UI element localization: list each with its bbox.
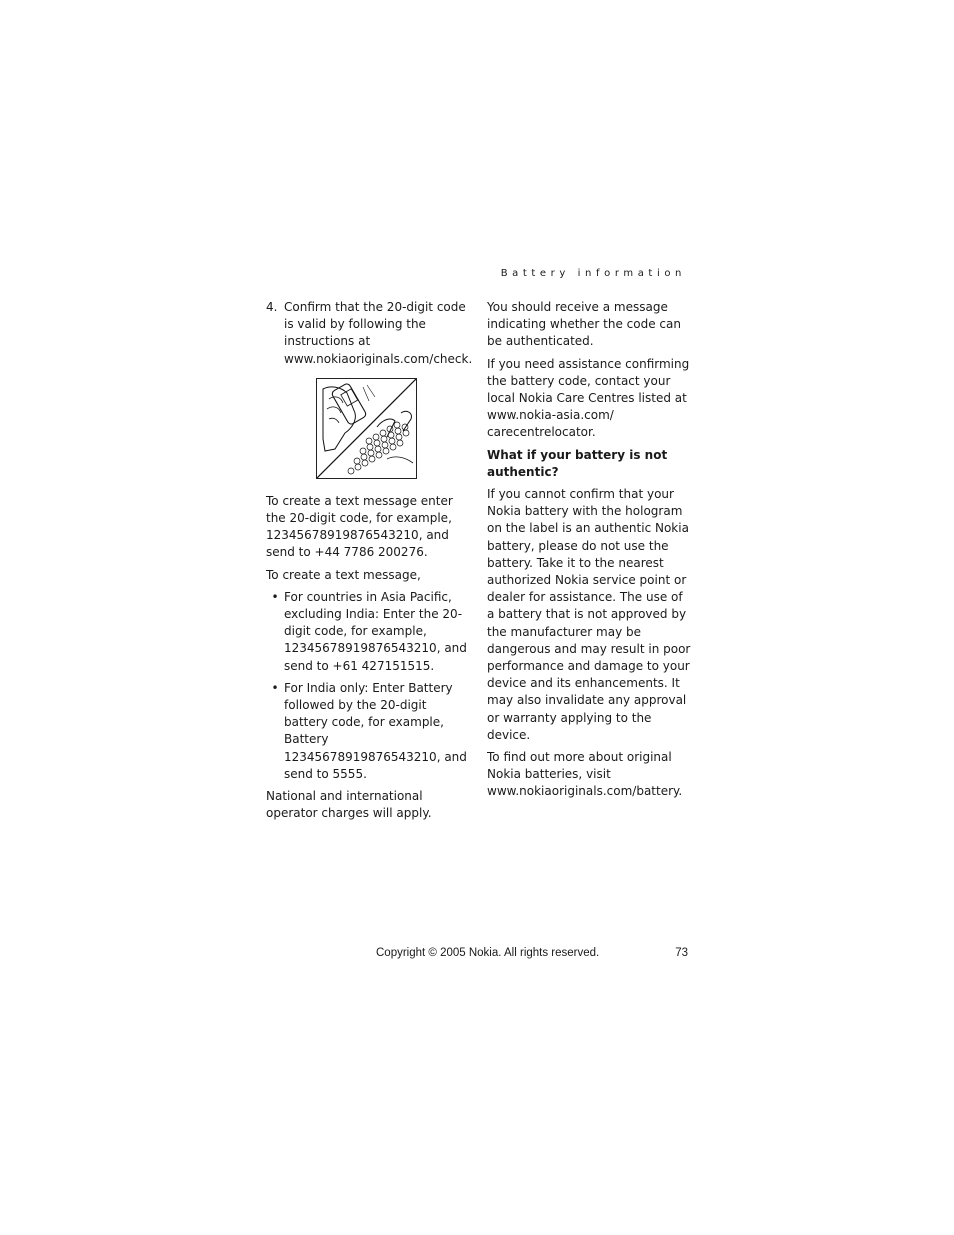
page-number: 73 [675, 947, 688, 959]
bullet-dot-icon: • [271, 680, 279, 695]
paragraph-find-out-more: To find out more about original Nokia batteries, visit www.nokiaoriginals.com/battery. [487, 750, 683, 799]
bullet-dot-icon: • [271, 589, 279, 604]
right-column [487, 299, 692, 806]
bullet-text: For India only: Enter Battery followed by the 20-digit battery code, for example, Battery 12345678919876543210, and send to 5555. [284, 680, 467, 781]
paragraph-operator-charges: National and international operator charges will apply. [266, 789, 432, 821]
paragraph-receive-message: You should receive a message indicating whether the code can be authenticated. [487, 300, 681, 349]
running-head: Battery information [500, 268, 686, 279]
left-column [266, 299, 471, 827]
paragraph-create-text-message-intro: To create a text message, [266, 567, 421, 582]
step-text: Confirm that the 20-digit code is valid by following the instructions at www.nokiaoriginals.com/check. [284, 300, 473, 366]
step-number: 4. [266, 300, 278, 314]
paragraph-create-text-message: To create a text message enter the 20-digit code, for example, 12345678919876543210, and send to +44 7786 200276. [266, 493, 453, 560]
paragraph-not-authentic: If you cannot confirm that your Nokia battery with the hologram on the label is an authentic Nokia battery, please do not use the battery. Take it to the nearest authorized Nokia service point or dealer for assistance. The use of a battery that is not approved by the manufacturer may be dangerous and may result in poor performance and damage to your device and its enhancements. It may also invalidate any approval or warranty applying to the device. [487, 487, 691, 742]
section-heading-not-authentic: What if your battery is not authentic? [487, 447, 668, 479]
paragraph-assistance: If you need assistance confirming the battery code, contact your local Nokia Care Centres listed at www.nokia-asia.com/ carecentrelocator. [487, 356, 690, 440]
phone-keyboard-illustration [316, 378, 417, 479]
bullet-item-india [266, 680, 471, 783]
bullet-item-asia-pacific [266, 589, 471, 675]
bullet-text: For countries in Asia Pacific, excluding India: Enter the 20-digit code, for example, 12345678919876543210, and send to +61 427151515. [284, 589, 467, 673]
copyright-notice: Copyright © 2005 Nokia. All rights reserved. [376, 947, 600, 959]
illustration-svg [317, 379, 416, 478]
numbered-step-4 [266, 299, 471, 368]
